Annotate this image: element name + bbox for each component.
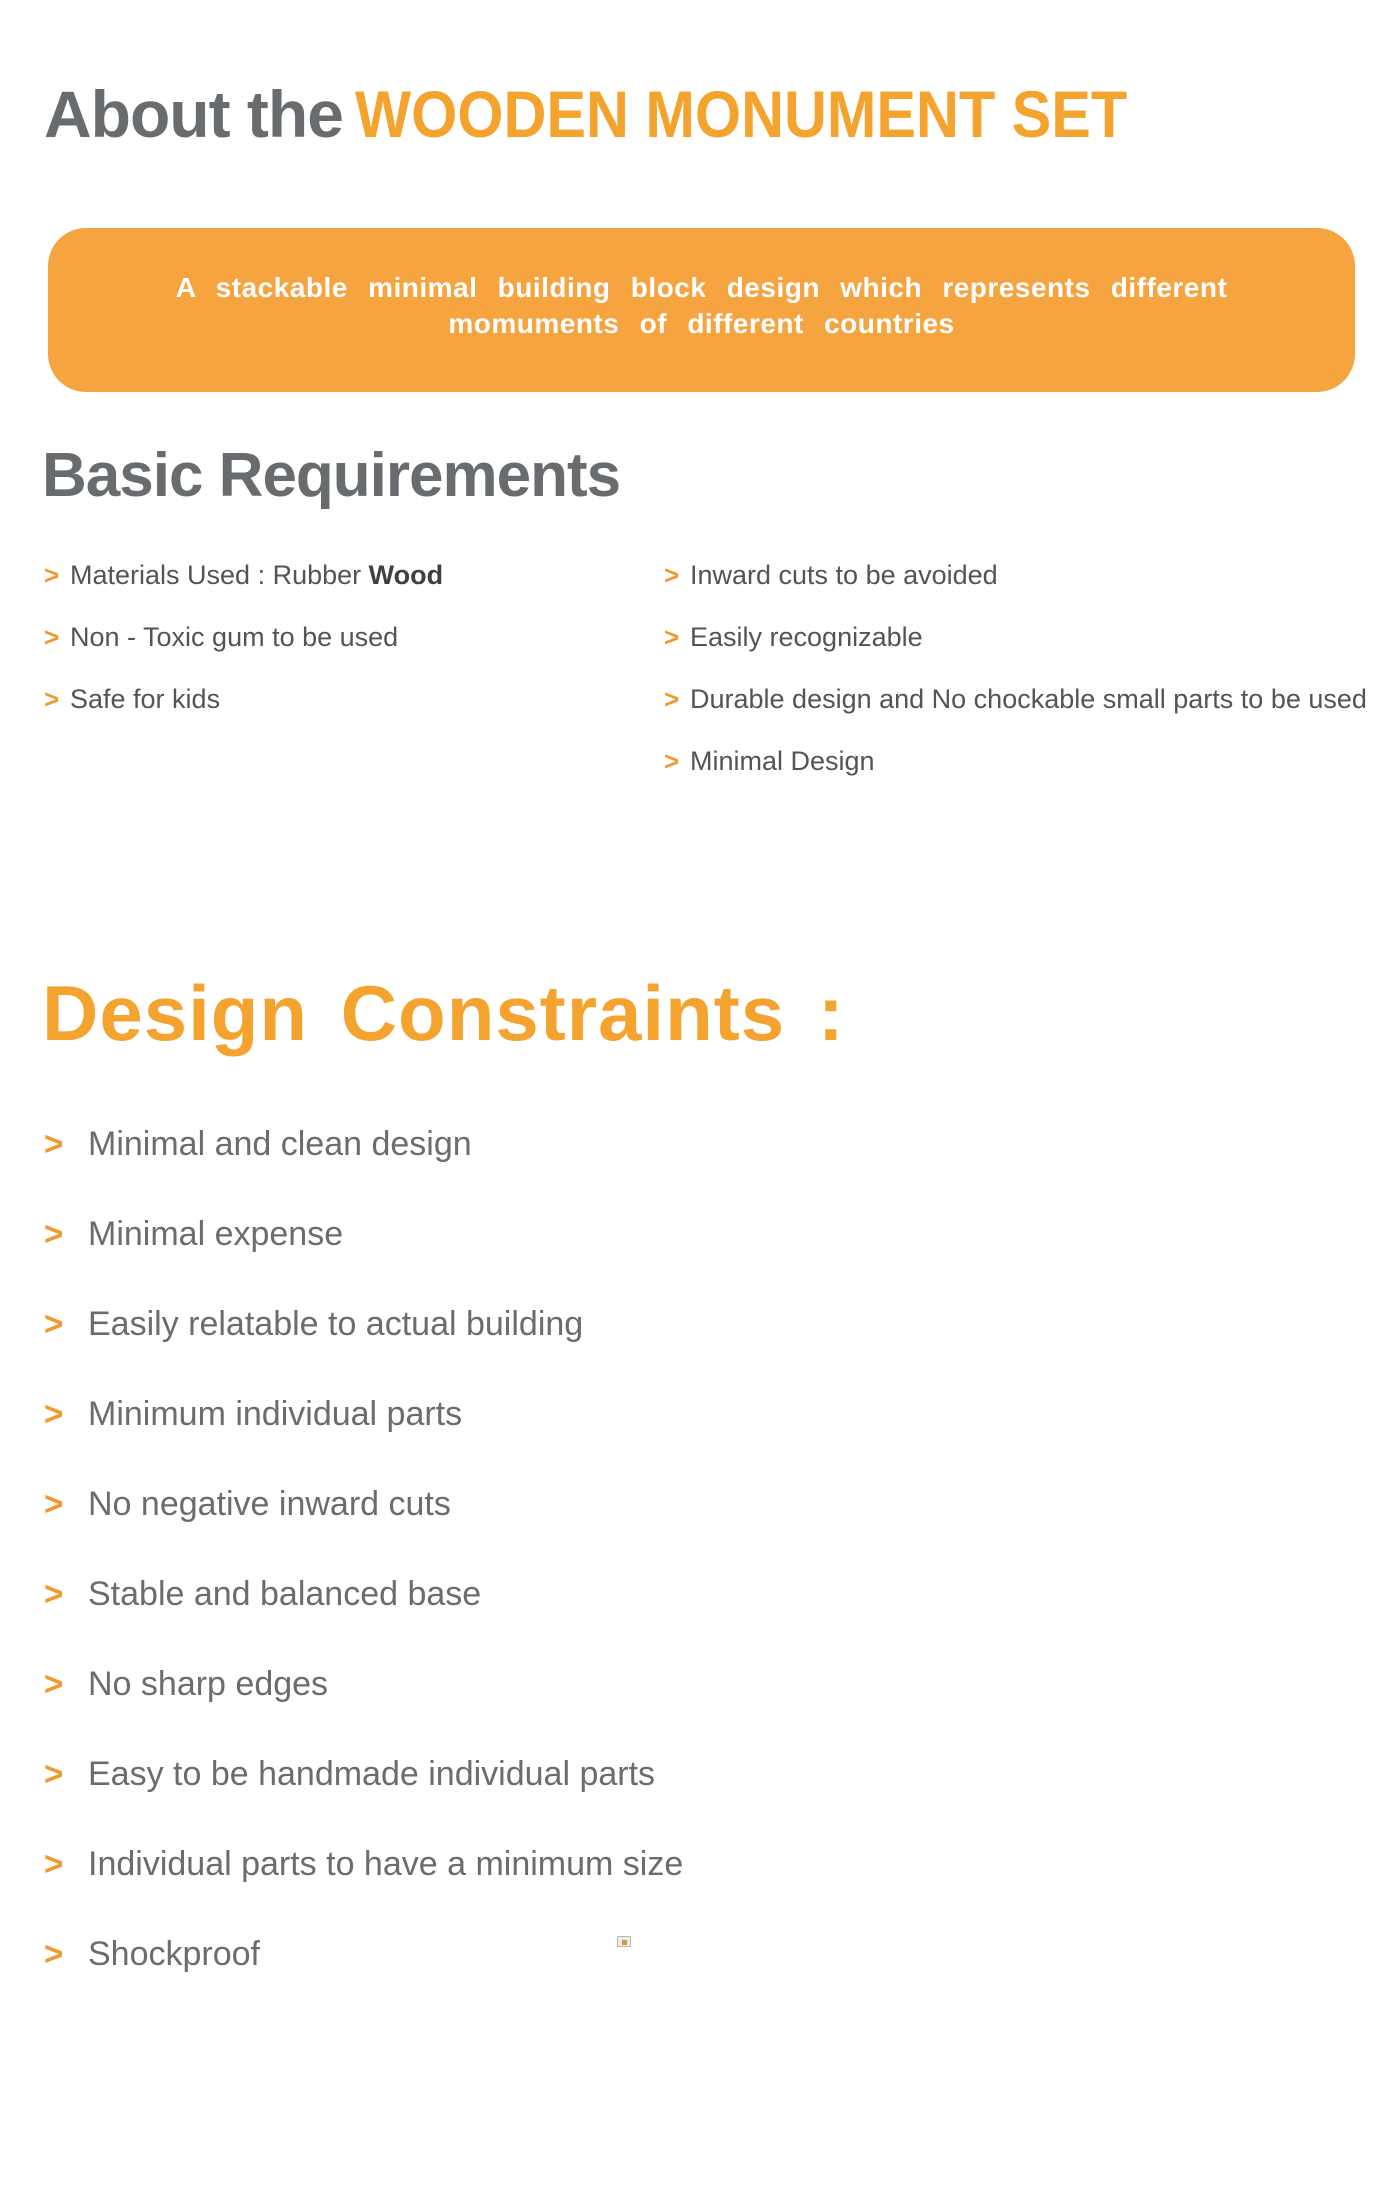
constraint-item <box>44 1482 944 1526</box>
constraint-item <box>44 1752 944 1796</box>
constraint-text: Easily relatable to actual building <box>88 1305 584 1343</box>
requirement-text-normal: Minimal Design <box>690 746 875 776</box>
arrow-bullet-icon: > <box>44 1665 64 1702</box>
basic-requirements-right-column <box>664 560 1400 808</box>
requirement-text-normal: Inward cuts to be avoided <box>690 560 998 590</box>
tiny-image-placeholder-icon <box>617 1936 631 1947</box>
requirement-item <box>664 622 1400 653</box>
requirement-text <box>70 684 220 715</box>
constraint-text: Minimal and clean design <box>88 1125 472 1163</box>
constraint-text: Minimal expense <box>88 1215 344 1253</box>
constraint-item <box>44 1122 944 1166</box>
arrow-bullet-icon: > <box>44 684 60 714</box>
requirement-item <box>44 560 624 591</box>
requirement-text-normal: Durable design and No chockable small parts to be used <box>690 684 1367 714</box>
banner-text <box>48 228 1355 342</box>
constraint-item <box>44 1392 944 1436</box>
arrow-bullet-icon: > <box>44 1395 64 1432</box>
constraint-text: Shockproof <box>88 1935 260 1973</box>
banner-line-1: A stackable minimal building block design which represents different <box>175 272 1228 303</box>
constraint-text: Easy to be handmade individual parts <box>88 1755 656 1793</box>
requirement-text-bold: Wood <box>368 560 444 590</box>
arrow-bullet-icon: > <box>44 1305 64 1342</box>
design-constraints-list <box>44 1122 944 2022</box>
arrow-bullet-icon: > <box>664 746 680 776</box>
arrow-bullet-icon: > <box>664 560 680 590</box>
constraint-text: Individual parts to have a minimum size <box>88 1845 684 1883</box>
constraint-item <box>44 1842 944 1886</box>
constraint-item <box>44 1572 944 1616</box>
arrow-bullet-icon: > <box>44 1935 64 1972</box>
placeholder-dot-icon <box>622 1940 627 1945</box>
arrow-bullet-icon: > <box>44 1215 64 1252</box>
requirement-item <box>664 746 1400 777</box>
page-title-prefix: About the <box>44 77 343 151</box>
requirement-item <box>44 684 624 715</box>
arrow-bullet-icon: > <box>44 560 60 590</box>
banner-line-2: momuments of different countries <box>448 308 955 339</box>
requirement-text <box>690 684 1367 715</box>
requirement-text-normal: Non - Toxic gum to be used <box>70 622 399 652</box>
requirement-text <box>70 560 443 591</box>
basic-requirements-heading: Basic Requirements <box>42 441 621 510</box>
constraint-text: No negative inward cuts <box>88 1485 451 1523</box>
arrow-bullet-icon: > <box>44 1125 64 1162</box>
arrow-bullet-icon: > <box>664 622 680 652</box>
page-title-highlight: WOODEN MONUMENT SET <box>354 77 1128 151</box>
arrow-bullet-icon: > <box>44 1845 64 1882</box>
constraint-text: Minimum individual parts <box>88 1395 463 1433</box>
requirement-text <box>690 746 875 777</box>
constraint-text: No sharp edges <box>88 1665 329 1703</box>
constraint-text: Stable and balanced base <box>88 1575 482 1613</box>
design-constraints-heading: Design Constraints : <box>42 969 845 1057</box>
constraint-item <box>44 1302 944 1346</box>
requirement-text <box>70 622 398 653</box>
requirement-item <box>664 684 1400 715</box>
requirement-text <box>690 560 998 591</box>
requirement-text-normal: Safe for kids <box>70 684 221 714</box>
page-title <box>44 76 1213 152</box>
arrow-bullet-icon: > <box>664 684 680 714</box>
arrow-bullet-icon: > <box>44 1485 64 1522</box>
requirement-item <box>664 560 1400 591</box>
description-banner <box>48 228 1355 392</box>
constraint-item <box>44 1662 944 1706</box>
requirement-item <box>44 622 624 653</box>
arrow-bullet-icon: > <box>44 1755 64 1792</box>
constraint-item <box>44 1932 944 1976</box>
requirement-text-normal: Materials Used : Rubber <box>70 560 369 590</box>
arrow-bullet-icon: > <box>44 1575 64 1612</box>
requirement-text <box>690 622 923 653</box>
constraint-item <box>44 1212 944 1256</box>
requirement-text-normal: Easily recognizable <box>690 622 923 652</box>
arrow-bullet-icon: > <box>44 622 60 652</box>
basic-requirements-left-column <box>44 560 624 746</box>
